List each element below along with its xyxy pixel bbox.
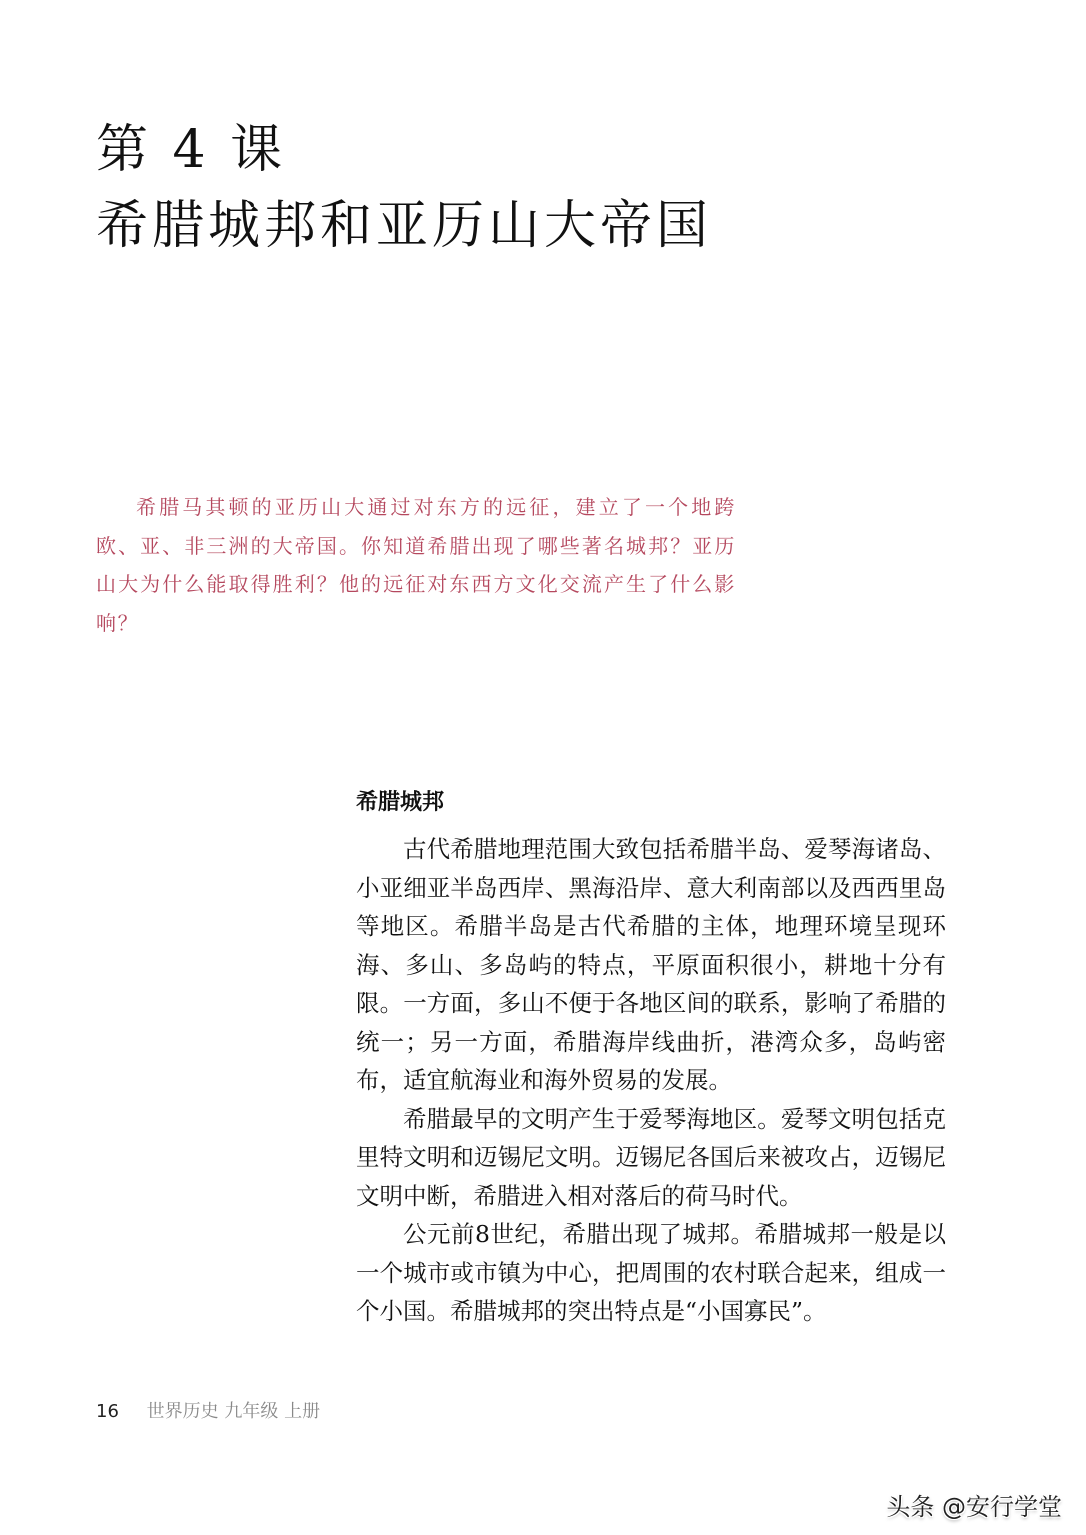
lesson-title (96, 112, 712, 264)
lesson-name: 希腊城邦和亚历山大帝国 (96, 196, 713, 256)
body-paragraph: 希腊最早的文明产生于爱琴海地区。爱琴文明包括克里特文明和迈锡尼文明。迈锡尼各国后来被攻占，迈锡尼文明中断，希腊进入相对落后的荷马时代。 (356, 1104, 946, 1210)
section-greek-city-states (356, 786, 946, 1331)
lesson-number: 第 4 课 (96, 120, 287, 180)
page-number: 16 (96, 1401, 119, 1422)
watermark: 头条 @安行学堂 (886, 1493, 1062, 1521)
body-paragraph: 古代希腊地理范围大致包括希腊半岛、爱琴海诸岛、小亚细亚半岛西岸、黑海沿岸、意大利南部以及西西里岛等地区。希腊半岛是古代希腊的主体，地理环境呈现环海、多山、多岛屿的特点，平原面积很小，耕地十分有限。一方面，多山不便于各地区间的联系，影响了希腊的统一；另一方面，希腊海岸线曲折，港湾众多，岛屿密布，适宜航海业和海外贸易的发展。 (356, 835, 946, 1094)
body-paragraph: 公元前8世纪，希腊出现了城邦。希腊城邦一般是以一个城市或市镇为中心，把周围的农村联合起来，组成一个小国。希腊城邦的突出特点是“小国寡民”。 (356, 1220, 946, 1325)
book-title: 世界历史 九年级 上册 (146, 1401, 321, 1422)
section-heading: 希腊城邦 (356, 790, 445, 815)
intro-paragraph: 希腊马其顿的亚历山大通过对东方的远征，建立了一个地跨欧、亚、非三洲的大帝国。你知道希腊出现了哪些著名城邦？亚历山大为什么能取得胜利？他的远征对东西方文化交流产生了什么影响？ (96, 495, 736, 635)
page-footer (96, 1400, 320, 1424)
